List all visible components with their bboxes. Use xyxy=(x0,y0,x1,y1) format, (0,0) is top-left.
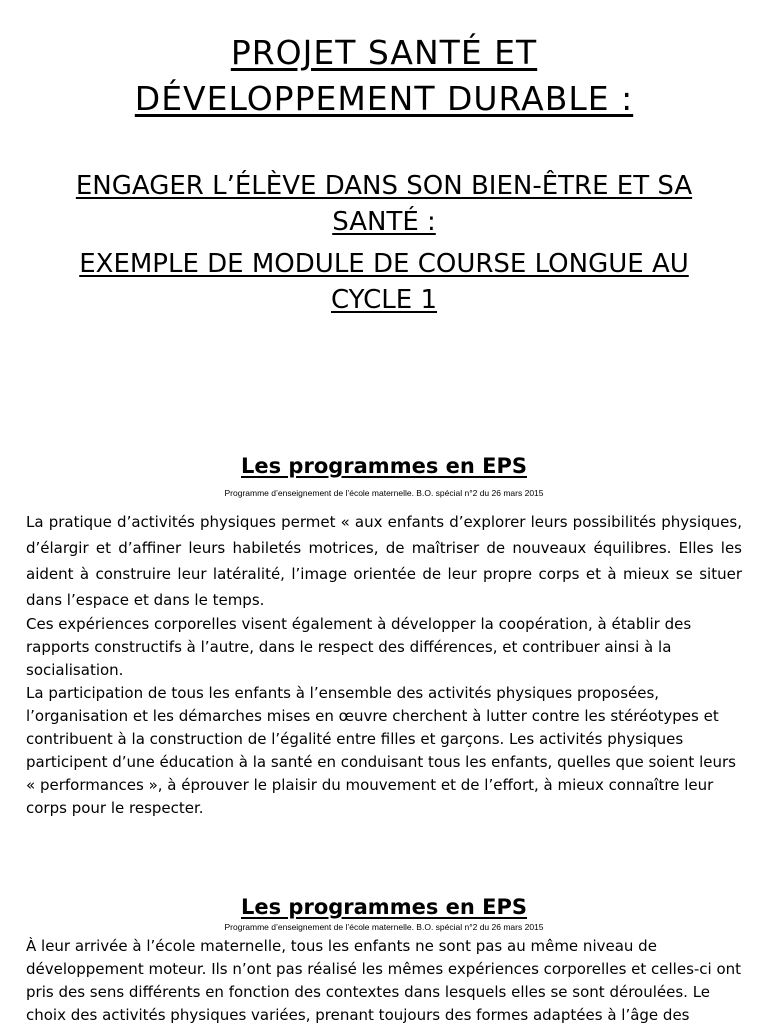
paragraph-arrivee: À leur arrivée à l’école maternelle, tous les enfants ne sont pas au même niveau de développement moteur. Ils n’ont pas réalisé les mêmes expériences corporelles et celles-ci ont pris des sens différents en fonction des contextes dans lesquels elles se sont déroulées. Le choix des activités physiques variées, prenant toujours des formes adaptées à l’âge des xyxy=(26,937,742,1024)
programs-slide-1 xyxy=(0,452,768,832)
subtitle-exemple-line-2: CYCLE 1 xyxy=(330,285,438,315)
subtitle-engager-line-1: ENGAGER L’ÉLÈVE DANS SON BIEN-ÊTRE ET SA xyxy=(75,171,693,201)
main-title-line-2: DÉVELOPPEMENT DURABLE : xyxy=(134,79,634,118)
subtitle-exemple-line-1: EXEMPLE DE MODULE DE COURSE LONGUE AU xyxy=(79,249,689,279)
paragraph-pratique: La pratique d’activités physiques permet « aux enfants d’explorer leurs possibilités physiques, d’élargir et d’affiner leurs habiletés motrices, de maîtriser de nouveaux équilibres. Elles les aident à construire leur latéralité, l’image orientée de leur propre corps et à mieux se situer dans l’espace et dans le temps. xyxy=(26,513,742,609)
main-title xyxy=(20,30,748,122)
source-citation: Programme d’enseignement de l’école maternelle. B.O. spécial n°2 du 26 mars 2015 xyxy=(224,922,544,932)
source-citation: Programme d’enseignement de l’école maternelle. B.O. spécial n°2 du 26 mars 2015 xyxy=(224,488,544,498)
subtitle-exemple xyxy=(8,246,760,318)
paragraph-experiences: Ces expériences corporelles visent également à développer la coopération, à établir des rapports constructifs à l’autre, dans le respect des différences, et contribuer ainsi à la socialisation. xyxy=(26,615,692,679)
slide-heading: Les programmes en EPS xyxy=(241,454,527,478)
main-title-line-1: PROJET SANTÉ ET xyxy=(230,33,538,72)
title-slide xyxy=(0,30,768,410)
slide-heading: Les programmes en EPS xyxy=(241,895,527,919)
programs-slide-2 xyxy=(0,893,768,1033)
paragraph-participation: La participation de tous les enfants à l’ensemble des activités physiques proposées, l’organisation et les démarches mises en œuvre cherchent à lutter contre les stéréotypes et contribuent à la construction de l’égalité entre filles et garçons. Les activités physiques participent d’une éducation à la santé en conduisant tous les enfants, quelles que soient leurs « performances », à éprouver le plaisir du mouvement et de l’effort, à mieux connaître leur corps pour le respecter. xyxy=(26,684,736,817)
subtitle-engager-line-2: SANTÉ : xyxy=(332,207,436,237)
subtitle-engager xyxy=(8,168,760,240)
